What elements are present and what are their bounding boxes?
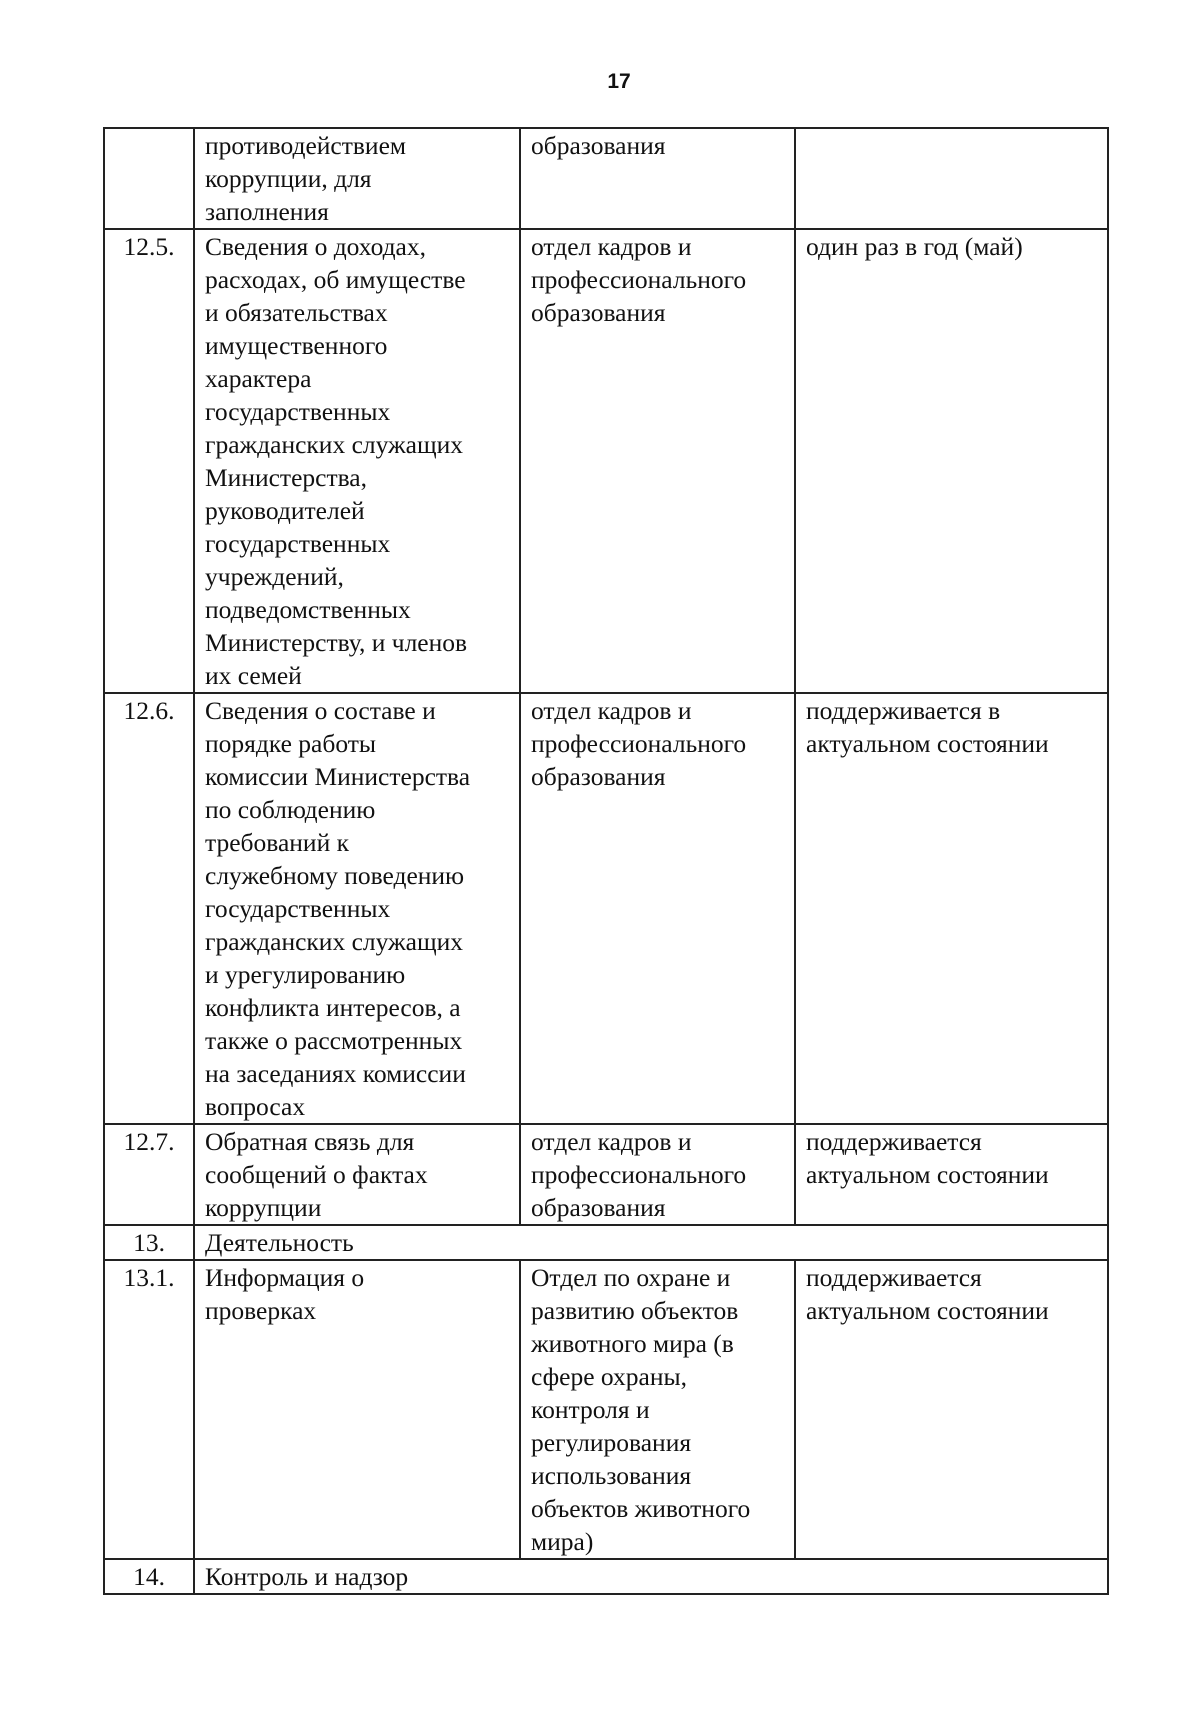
- section-number: 14.: [104, 1559, 194, 1594]
- table-row: [104, 693, 1108, 1124]
- row-number: 12.5.: [104, 229, 194, 693]
- item-name-text: Обратная связь для сообщений о фактах коррупции: [205, 1127, 428, 1222]
- row-number: 13.1.: [104, 1260, 194, 1559]
- responsible-unit-text: отдел кадров и профессионального образования: [531, 232, 747, 327]
- responsible-unit: [520, 128, 795, 229]
- update-frequency: [795, 693, 1108, 1124]
- responsible-unit: [520, 229, 795, 693]
- item-name: [194, 1260, 520, 1559]
- update-frequency: [795, 1124, 1108, 1225]
- item-name-text: Информация о проверках: [205, 1263, 365, 1325]
- item-name-text: противодействием коррупции, для заполнения: [205, 131, 407, 226]
- item-name: [194, 693, 520, 1124]
- table-row: [104, 229, 1108, 693]
- responsible-unit: [520, 1124, 795, 1225]
- row-number: 12.7.: [104, 1124, 194, 1225]
- item-name: [194, 128, 520, 229]
- responsible-unit-text: отдел кадров и профессионального образования: [531, 1127, 747, 1222]
- table-row: [104, 128, 1108, 229]
- row-number: 12.6.: [104, 693, 194, 1124]
- document-table: [103, 127, 1109, 1595]
- item-name-text: Сведения о доходах, расходах, об имуществе и обязательствах имущественного характера государственных гражданских служащих Министерства, руководителей государственных учреждений, подведомственных Министерству, и членов их семей: [205, 232, 468, 690]
- responsible-unit-text: отдел кадров и профессионального образования: [531, 696, 747, 791]
- section-row: [104, 1225, 1108, 1260]
- responsible-unit: [520, 693, 795, 1124]
- section-title: Деятельность: [194, 1225, 1108, 1260]
- section-row: [104, 1559, 1108, 1594]
- table-row: [104, 1124, 1108, 1225]
- section-title: Контроль и надзор: [194, 1559, 1108, 1594]
- update-frequency-text: поддерживается актуальном состоянии: [806, 1127, 1049, 1189]
- update-frequency-text: поддерживается в актуальном состоянии: [806, 696, 1049, 758]
- responsible-unit: [520, 1260, 795, 1559]
- update-frequency: [795, 128, 1108, 229]
- section-number: 13.: [104, 1225, 194, 1260]
- update-frequency-text: поддерживается актуальном состоянии: [806, 1263, 1049, 1325]
- responsible-unit-text: Отдел по охране и развитию объектов животного мира (в сфере охраны, контроля и регулирования использования объектов животного мира): [531, 1263, 751, 1556]
- row-number: [104, 128, 194, 229]
- item-name: [194, 229, 520, 693]
- item-name-text: Сведения о составе и порядке работы комиссии Министерства по соблюдению требований к служебному поведению государственных гражданских служащих и урегулированию конфликта интересов, а также о рассмотренных на заседаниях комиссии вопросах: [205, 696, 471, 1121]
- update-frequency: [795, 1260, 1108, 1559]
- table-row: [104, 1260, 1108, 1559]
- update-frequency-text: один раз в год (май): [806, 232, 1023, 261]
- responsible-unit-text: образования: [531, 131, 666, 160]
- item-name: [194, 1124, 520, 1225]
- page-number: 17: [607, 70, 631, 93]
- update-frequency: [795, 229, 1108, 693]
